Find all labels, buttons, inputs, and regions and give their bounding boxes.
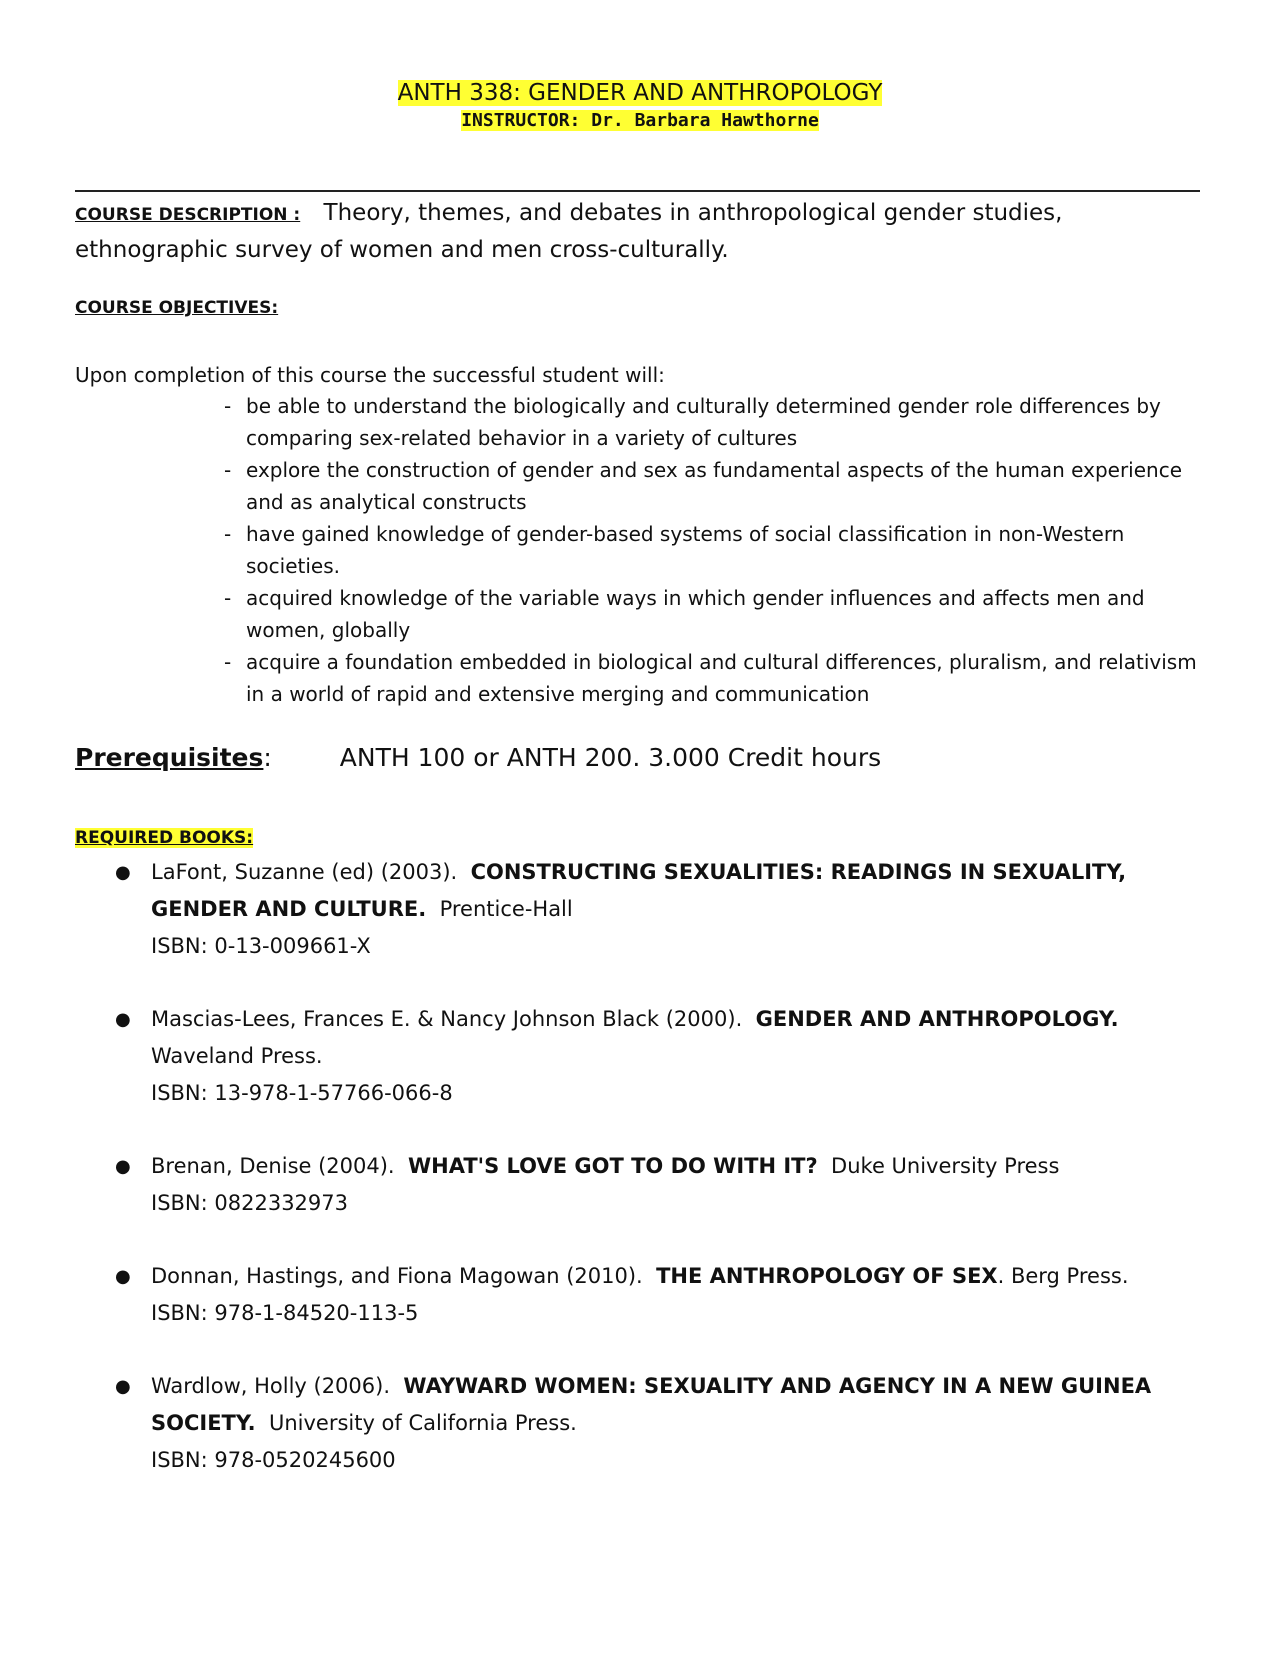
book-isbn: ISBN: 978-1-84520-113-5 bbox=[151, 1301, 419, 1325]
course-description-label: COURSE DESCRIPTION : bbox=[75, 205, 301, 225]
book-title: WHAT'S LOVE GOT TO DO WITH IT? bbox=[407, 1154, 818, 1178]
book-item bbox=[115, 1001, 1210, 1112]
required-books-heading: REQUIRED BOOKS: bbox=[75, 828, 254, 848]
instructor-name: INSTRUCTOR: Dr. Barbara Hawthorne bbox=[461, 110, 819, 131]
book-title: CONSTRUCTING SEXUALITIES: READINGS IN SEXUALITY, GENDER AND CULTURE. bbox=[151, 860, 1127, 921]
required-books-list bbox=[115, 854, 1210, 1515]
book-publisher: Prentice-Hall bbox=[439, 897, 573, 921]
book-publisher: . Berg Press. bbox=[997, 1264, 1129, 1288]
book-author: Donnan, Hastings, and Fiona Magowan (2010). bbox=[151, 1264, 643, 1288]
objective-item: - be able to understand the biologically and culturally determined gender role differences by comparing sex-related behavior in a variety of cultures bbox=[224, 394, 1161, 450]
objectives-intro: Upon completion of this course the successful student will: bbox=[75, 363, 665, 387]
book-author: Mascias-Lees, Frances E. & Nancy Johnson Black (2000). bbox=[151, 1007, 743, 1031]
objective-item: - acquired knowledge of the variable ways in which gender influences and affects men and women, globally bbox=[224, 586, 1145, 642]
book-author: LaFont, Suzanne (ed) (2003). bbox=[151, 860, 458, 884]
bullet-icon: ● bbox=[115, 862, 131, 883]
header-divider bbox=[75, 190, 1200, 192]
book-isbn: ISBN: 978-0520245600 bbox=[151, 1448, 396, 1472]
course-description-text: Theory, themes, and debates in anthropological gender studies, ethnographic survey of women and men cross-culturally. bbox=[75, 200, 1063, 263]
objectives-list bbox=[224, 390, 1214, 710]
book-publisher: Duke University Press bbox=[831, 1154, 1060, 1178]
bullet-icon: ● bbox=[115, 1266, 131, 1287]
objective-item: - explore the construction of gender and sex as fundamental aspects of the human experience and as analytical constructs bbox=[224, 458, 1183, 514]
bullet-icon: ● bbox=[115, 1009, 131, 1030]
book-item bbox=[115, 854, 1210, 965]
book-author: Brenan, Denise (2004). bbox=[151, 1154, 395, 1178]
book-item bbox=[115, 1368, 1210, 1479]
course-objectives-heading: COURSE OBJECTIVES: bbox=[75, 298, 279, 318]
book-item bbox=[115, 1258, 1210, 1332]
objective-item: - acquire a foundation embedded in biological and cultural differences, pluralism, and relativism in a world of rapid and extensive merging and communication bbox=[224, 650, 1197, 706]
book-publisher: Waveland Press. bbox=[151, 1044, 323, 1068]
objective-item: - have gained knowledge of gender-based systems of social classification in non-Western societies. bbox=[224, 522, 1125, 578]
book-isbn: ISBN: 13-978-1-57766-066-8 bbox=[151, 1081, 453, 1105]
prerequisites-label: Prerequisites bbox=[75, 743, 264, 772]
bullet-icon: ● bbox=[115, 1376, 131, 1397]
book-title: THE ANTHROPOLOGY OF SEX bbox=[656, 1264, 998, 1288]
prerequisites-value: ANTH 100 or ANTH 200. 3.000 Credit hours bbox=[339, 743, 882, 772]
prerequisites: Prerequisites: ANTH 100 or ANTH 200. 3.000 Credit hours bbox=[75, 743, 882, 772]
book-isbn: ISBN: 0-13-009661-X bbox=[151, 934, 371, 958]
course-title-line bbox=[0, 78, 1280, 108]
course-title: ANTH 338: GENDER AND ANTHROPOLOGY bbox=[397, 80, 883, 106]
bullet-icon: ● bbox=[115, 1156, 131, 1177]
book-isbn: ISBN: 0822332973 bbox=[151, 1191, 348, 1215]
book-title: GENDER AND ANTHROPOLOGY. bbox=[755, 1007, 1119, 1031]
course-description bbox=[75, 196, 1205, 268]
instructor-line bbox=[0, 109, 1280, 133]
book-publisher: University of California Press. bbox=[268, 1411, 577, 1435]
book-author: Wardlow, Holly (2006). bbox=[151, 1374, 391, 1398]
book-title: WAYWARD WOMEN: SEXUALITY AND AGENCY IN A NEW GUINEA SOCIETY. bbox=[151, 1374, 1152, 1435]
book-item bbox=[115, 1148, 1210, 1222]
